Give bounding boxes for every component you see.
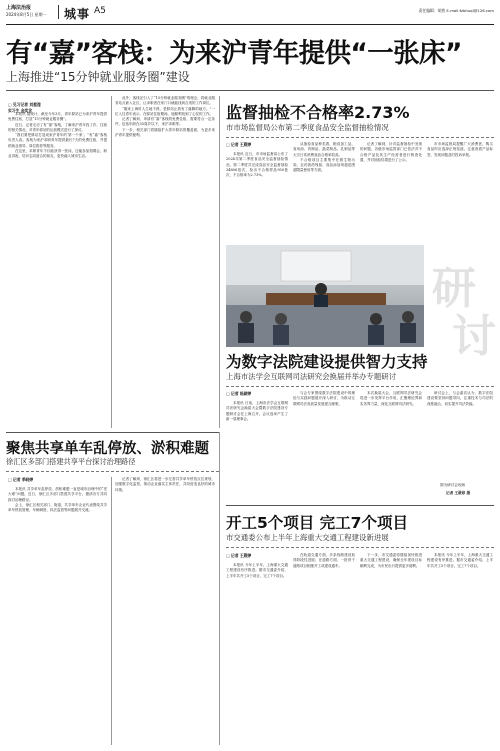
bike-para: 记者了解到，徐汇区将进一步完善共享单车停放点位规划，加强数字化监管，推动企业落实主体责任，共同营造良好的城市环境。 (115, 477, 215, 492)
transit-subhead: 市交通委公布上半年上海重大交通工程建设新进展 (226, 533, 389, 542)
lead-para: “我们要把驿站打造成来沪青年的‘第一个家’。”有“嘉”客栈负责人说。客栈为来沪求职青年提供最长7天的免费住宿，并提供就业指导、岗位推荐等服务。 (8, 133, 107, 148)
lead-para: 此外，客栈还引入了“15分钟就业服务圈”的理念，将就业服务站点嵌入社区，让求职者在家门口就能找到合适的工作岗位。 (115, 96, 215, 106)
transit-para: 在轨道交通方面，多条线路建设取得阶段性进展；在道路方面，一批骨干道路项目相继开工或建成通车。 (293, 553, 355, 568)
transit-column-3 (360, 553, 422, 745)
transit-column-1 (226, 563, 288, 745)
masthead (6, 4, 494, 26)
law-para: 与会专家围绕数字法院建设中的理论与实践问题展开深入研讨，为推动互联网司法高质量发展建言献策。 (293, 391, 355, 406)
seminar-photo (226, 245, 424, 347)
transit-byline: □ 记者 王葳婷 (226, 553, 252, 558)
lead-para: 在这里，求职青年不仅能获得一张床，还能参加招聘会、职业讲座，结识志同道合的朋友，更快融入城市生活。 (8, 148, 107, 158)
transit-column-2 (293, 553, 355, 745)
lead-para: 本报讯 据统计，截至今年3月，青年驿站已为来沪青年提供免费住宿，打造“15分钟就业服务圈”。 (8, 112, 107, 122)
bike-column-1 (8, 487, 107, 745)
bike-subhead: 徐汇区多部门搭建共享平台探讨治理路径 (6, 457, 136, 466)
masthead-date: 2024年8月5日 星期一 (6, 12, 47, 17)
editor-info: 责任编辑：胡茜 E-mail:fzbhuqi@126.com (418, 8, 494, 13)
transit-para: 下一步，市交通委将继续加快推进重大交通工程建设，确保全年建设目标顺利完成，为市民出行提供更多便利。 (360, 553, 422, 568)
law-para: 本报讯 日前，上海市法学会互联网司法研究会换届大会暨数字法院建设专题研讨会在上海召开。会议选举产生了新一届理事会。 (226, 401, 288, 421)
watermark-char-1: 研 (432, 263, 476, 314)
food-column-1 (226, 152, 288, 242)
transit-para: 本报讯 今年上半年，上海重大交通工程建设有序推进。据市交通委介绍，上半年共开工5个项目，完工7个项目。 (226, 563, 288, 578)
law-column-4 (427, 391, 493, 479)
food-byline: □ 记者 王葳婷 (226, 142, 252, 147)
photo-caption: 图为研讨会现场 (440, 483, 466, 487)
food-para: 记者了解到，针对监督抽检中发现的问题，各级市场监管部门已依法对不合格产品及其生产经营者进行核查处置，并对抽检结果进行了公示。 (360, 142, 422, 162)
seminar-scene (226, 245, 424, 347)
food-headline: 监督抽检不合格率2.73% (226, 103, 410, 122)
lead-para: 记者了解到，申请有“嘉”客栈的免费住宿，需要符合一定条件，包括年龄在35周岁以下、来沪求职等。 (115, 117, 215, 127)
lead-para: 近日，记者走访了有“嘉”客栈，了解来沪青年找工作、住宿的相关情况，对青年驿站的运营模式进行了探访。 (8, 122, 107, 132)
lead-para: 下一步，相关部门将继续扩大青年驿站的覆盖面，为更多来沪青年提供便利。 (115, 127, 215, 137)
lead-column-2 (115, 96, 215, 428)
law-column-1 (226, 401, 288, 501)
food-column-4 (427, 142, 493, 242)
bike-headline: 聚焦共享单车乱停放、淤积难题 (6, 441, 209, 457)
law-subhead: 上海市法学会互联网司法研究会换届并举办专题研讨 (226, 372, 396, 381)
transit-headline: 开工5个项目 完工7个项目 (226, 514, 408, 532)
bike-para: 本报讯 共享单车乱停放、淤积难题一直是城市治理中的“老大难”问题。近日，徐汇区多部门搭建共享平台，邀请各方共同探讨治理路径。 (8, 487, 107, 502)
transit-para: 本报讯 今年上半年，上海重大交通工程建设有序推进。据市交通委介绍，上半年共开工5个项目，完工7个项目。 (427, 553, 493, 568)
law-para: 研讨会上，与会嘉宾认为，数字法院建设要坚持问题导向，注重技术与司法的深度融合，切实提升司法效能。 (427, 391, 493, 406)
page-number: A5 (94, 6, 106, 16)
law-para: 本次换届大会，互联网司法研究会将进一步发挥平台作用，汇聚理论界和实务界力量，深化互联网司法研究。 (360, 391, 422, 406)
law-column-3 (360, 391, 422, 501)
food-column-2 (293, 142, 355, 242)
transit-column-4 (427, 553, 493, 745)
food-para: 从抽检食品种类看，粮食加工品、食用油、肉制品、蔬菜制品、乳制品等大宗日常消费食品合格率较高。 (293, 142, 355, 157)
photo-credit: 记者 王葳婷 摄 (446, 491, 471, 495)
lead-subhead: 上海推进“15分钟就业服务圈”建设 (6, 70, 190, 84)
section-name: 城事 (64, 7, 91, 21)
lead-headline: 有“嘉”客栈：为来沪青年提供“一张床” (6, 38, 462, 69)
bike-column-2 (115, 477, 215, 745)
paper-name: 上海法治报 (6, 5, 32, 11)
bike-para: 会上，徐汇区相关部门、街道、共享单车企业代表围绕共享单车停放管理、车辆调度、执法监管等问题展开交流。 (8, 502, 107, 512)
lead-column-1 (8, 112, 107, 430)
watermark-char-2: 讨 (452, 311, 496, 362)
food-para: 市市场监督局提醒广大消费者，购买食品时应选择正规渠道，注意查看产品标签，发现问题及时投诉举报。 (427, 142, 493, 157)
lead-byline-text: □ 见习记者 刘慈滢 实习生 金奕含 (8, 102, 41, 113)
food-column-3 (360, 142, 422, 242)
law-column-2 (293, 391, 355, 501)
food-subhead: 市市场监督局公布第二季度食品安全监督抽检情况 (226, 123, 389, 132)
lead-para: “刚来上海时人生地不熟，是驿站让我有了落脚的地方。”一位入住青年表示，在驿站住宿期间，他顺利找到了心仪的工作。 (115, 106, 215, 116)
law-byline: □ 记者 陈颖婷 (226, 391, 252, 396)
bike-byline: □ 记者 季晓婷 (8, 477, 34, 482)
law-headline: 为数字法院建设提供智力支持 (226, 353, 428, 371)
food-para: 本报讯 近日，市市场监督局公布了2024年第二季度食品安全监督抽检情况。第二季度共完成食品安全监督抽检34806批次，检出不合格样品950批次，不合格率为2.73%。 (226, 152, 288, 177)
food-para: 不合格项目主要集中在微生物污染、农药兽药残留、食品添加剂超范围超限量使用等方面。 (293, 157, 355, 173)
